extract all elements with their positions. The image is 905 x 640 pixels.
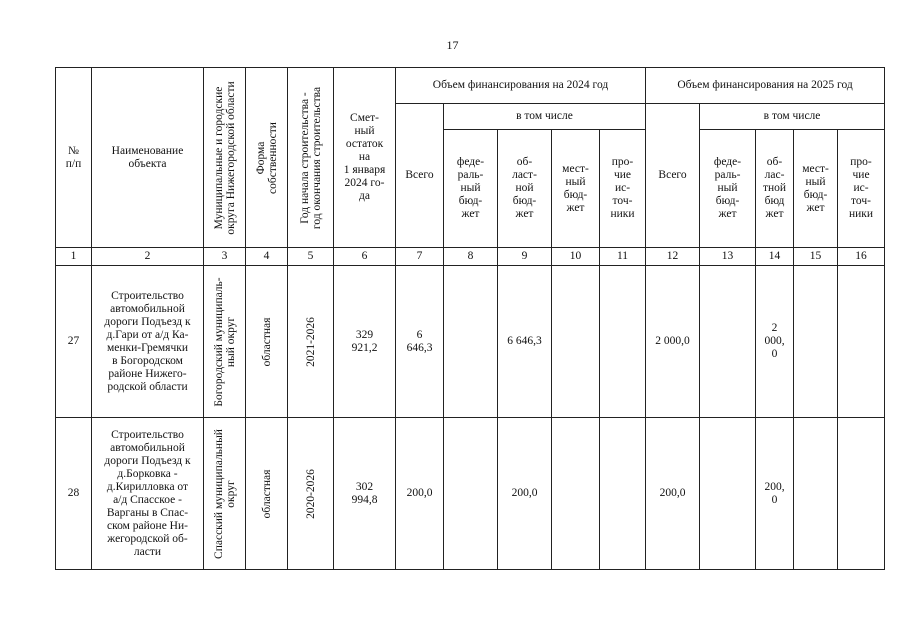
header-including-2024: в том числе bbox=[444, 104, 646, 130]
remaining-value: 302 994,8 bbox=[334, 418, 396, 570]
column-number-row bbox=[56, 248, 885, 266]
column-number: 3 bbox=[204, 248, 246, 266]
header-years-text: Год начала строительства - год окончания строительства bbox=[298, 86, 323, 229]
ownership-cell bbox=[246, 418, 288, 570]
header-federal-2025: федe- раль- ный бюд- жет bbox=[700, 130, 756, 248]
ownership-text: областная bbox=[260, 469, 273, 518]
column-number: 16 bbox=[838, 248, 885, 266]
header-federal-2024: федe- раль- ный бюд- жет bbox=[444, 130, 498, 248]
municipality-cell bbox=[204, 266, 246, 418]
column-number: 2 bbox=[92, 248, 204, 266]
municipality-text: Богородский муниципаль- ный округ bbox=[212, 276, 237, 407]
column-number: 6 bbox=[334, 248, 396, 266]
ownership-text: областная bbox=[260, 317, 273, 366]
regional-2025-value: 2 000, 0 bbox=[756, 266, 794, 418]
row-no: 27 bbox=[56, 266, 92, 418]
other-2024-value bbox=[600, 418, 646, 570]
header-other-2025: про- чие ис- точ- ники bbox=[838, 130, 885, 248]
header-group-2025: Объем финансирования на 2025 год bbox=[646, 68, 885, 104]
regional-2024-value: 200,0 bbox=[498, 418, 552, 570]
local-2024-value bbox=[552, 266, 600, 418]
header-local-2024: мест- ный бюд- жет bbox=[552, 130, 600, 248]
other-2025-value bbox=[838, 418, 885, 570]
column-number: 15 bbox=[794, 248, 838, 266]
total-2025-value: 2 000,0 bbox=[646, 266, 700, 418]
header-regional-2025: об- лас- тной бюд жет bbox=[756, 130, 794, 248]
header-ownership-text: Форма собственности bbox=[254, 121, 279, 194]
total-2024-value: 6 646,3 bbox=[396, 266, 444, 418]
column-number: 5 bbox=[288, 248, 334, 266]
table-row bbox=[56, 418, 885, 570]
column-number: 1 bbox=[56, 248, 92, 266]
header-total-2025: Всего bbox=[646, 104, 700, 248]
column-number: 8 bbox=[444, 248, 498, 266]
table-row bbox=[56, 266, 885, 418]
total-2024-value: 200,0 bbox=[396, 418, 444, 570]
federal-2024-value bbox=[444, 266, 498, 418]
years-text: 2020-2026 bbox=[304, 468, 317, 519]
financing-table bbox=[55, 67, 885, 570]
regional-2025-value: 200, 0 bbox=[756, 418, 794, 570]
total-2025-value: 200,0 bbox=[646, 418, 700, 570]
column-number: 9 bbox=[498, 248, 552, 266]
years-cell bbox=[288, 418, 334, 570]
header-years bbox=[288, 68, 334, 248]
column-number: 14 bbox=[756, 248, 794, 266]
header-group-2024: Объем финансирования на 2024 год bbox=[396, 68, 646, 104]
local-2024-value bbox=[552, 418, 600, 570]
municipality-cell bbox=[204, 418, 246, 570]
object-name: Строительство автомобильной дороги Подъезд к д.Гари от а/д Ка- менки-Гремячки в Богородском районе Нижего- родской области bbox=[92, 266, 204, 418]
column-number: 7 bbox=[396, 248, 444, 266]
header-municipality bbox=[204, 68, 246, 248]
local-2025-value bbox=[794, 266, 838, 418]
regional-2024-value: 6 646,3 bbox=[498, 266, 552, 418]
other-2024-value bbox=[600, 266, 646, 418]
object-name: Строительство автомобильной дороги Подъезд к д.Борковка - д.Кирилловка от а/д Спасское - Варганы в Спас- ском районе Ни- жегородской об- ласти bbox=[92, 418, 204, 570]
column-number: 12 bbox=[646, 248, 700, 266]
column-number: 13 bbox=[700, 248, 756, 266]
header-name: Наименование объекта bbox=[92, 68, 204, 248]
federal-2024-value bbox=[444, 418, 498, 570]
federal-2025-value bbox=[700, 266, 756, 418]
header-ownership bbox=[246, 68, 288, 248]
years-text: 2021-2026 bbox=[304, 316, 317, 367]
column-number: 10 bbox=[552, 248, 600, 266]
other-2025-value bbox=[838, 266, 885, 418]
column-number: 11 bbox=[600, 248, 646, 266]
local-2025-value bbox=[794, 418, 838, 570]
header-regional-2024: об- ласт- ной бюд- жет bbox=[498, 130, 552, 248]
years-cell bbox=[288, 266, 334, 418]
federal-2025-value bbox=[700, 418, 756, 570]
header-local-2025: мест- ный бюд- жет bbox=[794, 130, 838, 248]
remaining-value: 329 921,2 bbox=[334, 266, 396, 418]
header-municipality-text: Муниципальные и городские округа Нижегородской области bbox=[212, 80, 237, 235]
header-no: № п/п bbox=[56, 68, 92, 248]
header-other-2024: про- чие ис- точ- ники bbox=[600, 130, 646, 248]
column-number: 4 bbox=[246, 248, 288, 266]
row-no: 28 bbox=[56, 418, 92, 570]
municipality-text: Спасский муниципальный округ bbox=[212, 428, 237, 559]
header-total-2024: Всего bbox=[396, 104, 444, 248]
header-remaining: Смет- ный остаток на 1 января 2024 го- да bbox=[334, 68, 396, 248]
ownership-cell bbox=[246, 266, 288, 418]
header-including-2025: в том числе bbox=[700, 104, 885, 130]
page-number: 17 bbox=[446, 38, 459, 52]
